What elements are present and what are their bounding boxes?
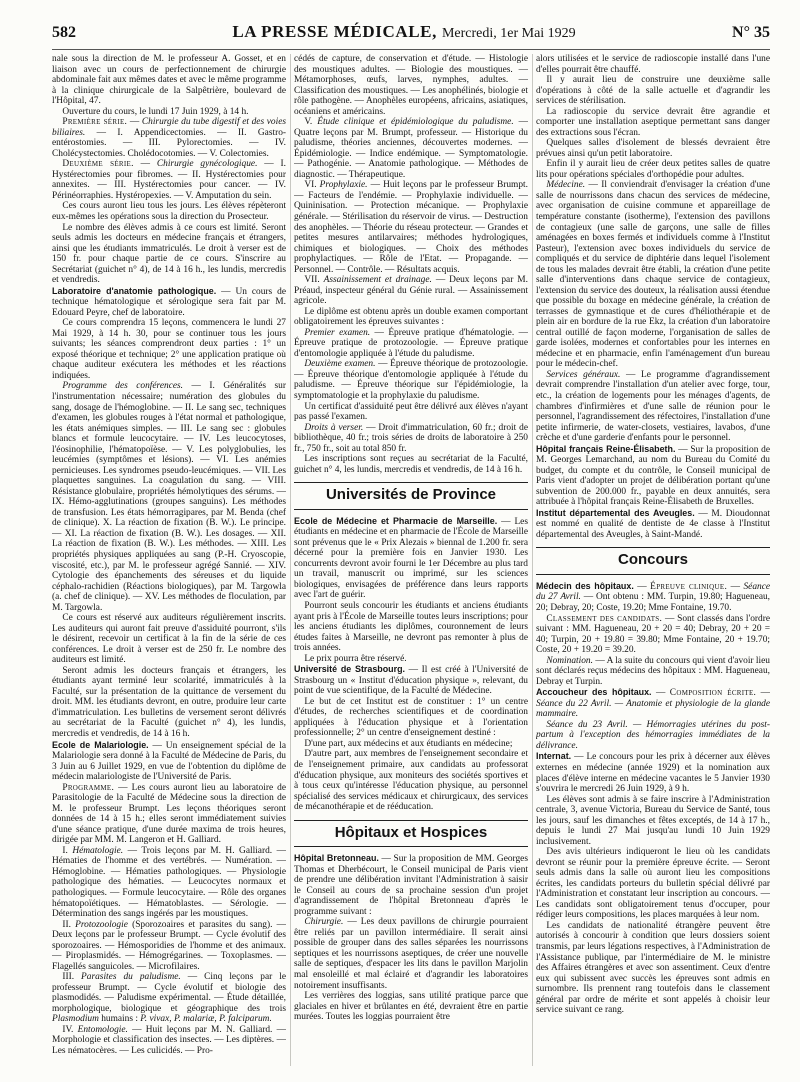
article-paragraph (52, 613, 286, 666)
article-heading: Accoucheur des hôpitaux. (536, 687, 652, 698)
article-text: Nomination. (546, 655, 593, 666)
article-text: Les verrières des loggias, sans utilité pratique parce que glaciales en hiver et brûlantes en été, devraient être en partie murées. Toutes les loggias pourraient être (294, 991, 528, 1023)
section-heading: Universités de Province (294, 482, 528, 510)
article-text: Classement des candidats. (546, 613, 663, 624)
article-text: — Il conviendrait d'envisager la création d'une salle de nourrissons dans chacun des services de médecine, avec organisation de cuisine commune et appareillage de température constante (isotherme), l'extension des pavillons de contagieux (une salle de garçons, une salle de filles aménagées en boxes fermés et individuels comme à l'Institut Pasteur), l'extension avec boxes individuels du service de compliqués et du service de diphtérie dans lequel l'isolement de tous les malades devrait être établi, la création d'une petite salle d'interventions dans chaque service de contagieux, l'extension du service des douteux, la réalisation aussi étendue que possible du boxage en médecine générale, la création de terrasses de gymnastique et de cures d'héliothérapie et de plein air en bordure de la rue Ekz, la création d'un laboratoire central outillé de façon moderne, l'organisation de salles de garde isolées, modernes et confortables pour les internes en médecine et en pharmacie, enfin l'aménagement d'un bureau pour le médecin-chef. (536, 180, 770, 370)
article-paragraph (536, 614, 770, 656)
article-text: Un certificat d'assiduité peut être délivré aux élèves n'ayant pas passé l'examen. (294, 401, 528, 423)
column-3 (536, 54, 770, 1066)
article-text: — Le programme d'agrandissement devrait comprendre l'installation d'un atelier avec forge, tour, etc., la création de logements pour les ménages d'agents, de chambres d'infirmières et d'une salle de réunion pour le personnel, l'agrandissement des réfectoires, l'installation d'une petite infirmerie, de water-closets, vestiaires, lavabos, d'une crèche et d'une garderie d'enfants pour le personnel. (536, 369, 770, 444)
article-text: D'autre part, aux membres de l'enseignement secondaire et de l'enseignement primaire, aux candidats au professorat d'éducation physique, aux moniteurs des sociétés sportives et à tous ceux qu'intéresse l'éducation physique, au personnel spécialisé des services médicaux et chirurgicaux, des services de mécanothérapie et de rééducation. (294, 749, 528, 813)
article-paragraph (294, 664, 528, 697)
article-paragraph (52, 846, 286, 920)
article-text: — Sur la proposition de M. Georges Lemarchand, au nom du Bureau du Comité du budget, du compte et du contrôle, le Conseil municipal de Paris vient d'adopter un projet de délibération portant qu'une subvention de 200.000 fr., payable en deux annuités, sera attribuée à l'hôpital français Reine-Élisabeth de Bruxelles. (536, 444, 770, 508)
article-paragraph (52, 117, 286, 159)
article-text: — Les cours auront lieu au laboratoire de Parasitologie de la Faculté de Médecine sous la direction de M. le professeur Brumpt. Les leçons théoriques seront données de 14 à 15 h.; elles seront immédiatement suivies d'une séance pratique, d'une durée maxima de trois heures, dirigée par MM. M. Langeron et H. Galliard. (52, 782, 286, 846)
article-paragraph (52, 286, 286, 319)
article-text: cédés de capture, de conservation et d'étude. — Histologie des moustiques adultes. — Biologie des moustiques. — Métamorphoses, œufs, larves, nymphes, adultes. — Classification des moustiques. — Les anophélinés, biologie et rôle pathogène. — Anophèles européens, africains, asiatiques, océaniens et américains. (294, 54, 528, 117)
article-heading: Ecole de Médecine et Pharmacie de Marseille. (294, 515, 498, 526)
article-paragraph (52, 920, 286, 973)
article-text: humains : (98, 1014, 141, 1025)
article-text: Épreuve clinique. (650, 581, 728, 592)
article-text: — Huit leçons par le professeur Brumpt. — Facteurs de l'endémie. — Prophylaxie individuelle. — Quininisation. — Protection mécanique. — Prophylaxie générale. — Stérilisation du réservoir de virus. — Destruction des anophèles. — Théorie du réseau protecteur. — Grandes et petites mesures antilarvaires; méthodes hydrologiques, chimiques et biologiques. — Choix des méthodes prophylactiques. — Rôle de l'Etat. — Propagande. — Personnel. — Contrôle. — Résultats acquis. (294, 180, 528, 275)
article-text: — Un enseignement spécial de la Malariologie sera donné à la Faculté de Médecine de Paris, du 3 Juin au 6 Juillet 1929, en vue de l'obtention du diplôme de médecin malariologiste de l'Université de Paris. (52, 740, 286, 783)
article-text: Deuxième série. (62, 159, 134, 170)
article-text: nale sous la direction de M. le professeur A. Gosset, et en liaison avec un cours de perfectionnement de chirurgie abdominale fait aux mêmes dates et avec le même programme à la clinique chirurgicale de la Salpêtrière, boulevard de l'Hôpital, 47. (52, 54, 286, 107)
article-text: Protozoologie (75, 919, 128, 930)
article-text: Des avis ultérieurs indiqueront le lieu où les candidats devront se réunir pour la première épreuve écrite. — Seront seuls admis dans la salle où auront lieu les compositions écrites, les candidats porteurs du bulletin spécial délivré par l'Administration et constatant leur inscription au concours. — Les candidats sont obligatoirement tenus d'occuper, pour rédiger leurs compositions, les places marquées à leur nom. (536, 847, 770, 921)
article-paragraph (536, 444, 770, 508)
issue-number: N° 35 (732, 24, 770, 41)
article-text: — I. Hystérectomies pour fibromes. — II. Hystérectomies pour annexites. — III. Hystérectomies pour cancer. — IV. Périnéorraphies. Hystéropexies. — V. Amputation du sein. (52, 159, 286, 201)
article-paragraph (536, 795, 770, 848)
article-text: Parasites du paludisme. (81, 972, 181, 983)
article-text: — Épreuve théorique de protozoologie. — Épreuve théorique d'entomologie appliquée à l'étude du paludisme. — Épreuve théorique sur l'épidémiologie, la symptomatologie et la prophylaxie du paludisme. (294, 359, 528, 401)
article-paragraph (294, 275, 528, 307)
page-header (52, 22, 770, 50)
article-paragraph (536, 720, 770, 752)
article-heading: Université de Strasbourg. (294, 664, 405, 675)
article-text: La radioscopie du service devrait être agrandie et comporter une installation aseptique permettant sans danger des extractions sous l'écran. (536, 106, 770, 138)
article-text: — Le concours pour les prix à décerner aux élèves externes en médecine (année 1929) et la nomination aux places d'élève interne en médecine vacantes le 5 Janvier 1930 s'ouvrira le mercredi 26 Juin 1929, à 9 h. (536, 752, 770, 795)
article-paragraph (294, 328, 528, 360)
journal-title: LA PRESSE MÉDICALE, (232, 22, 437, 41)
article-text: D'une part, aux médecins et aux étudiants en médecine; (304, 738, 513, 749)
article-text: VI. (304, 180, 320, 191)
article-paragraph (294, 423, 528, 455)
article-paragraph (294, 180, 528, 275)
article-paragraph (294, 739, 528, 750)
article-text: Le nombre des élèves admis à ce cours est limité. Seront seuls admis les docteurs en médecine français et étrangers, ainsi que les étudiants immatriculés. Le droit à verser est de 150 fr. pour chaque partie de ce cours. S'inscrire au Secrétariat (guichet n° 4), de 14 à 16 h., les lundis, mercredis et vendredis. (52, 222, 286, 286)
article-heading: Ecole de Malariologie. (52, 739, 149, 750)
article-text: III. (62, 972, 82, 983)
article-text: Étude clinique et épidémiologique du paludisme. (317, 117, 514, 128)
article-paragraph (52, 54, 286, 107)
article-paragraph (536, 107, 770, 139)
article-heading: Institut départemental des Aveugles. (536, 507, 695, 518)
article-paragraph (52, 201, 286, 222)
article-heading: Internat. (536, 751, 572, 762)
article-text: Les inscriptions sont reçues au secrétariat de la Faculté, guichet n° 4, les lundis, mercredis et vendredis, de 14 à 16 h. (294, 454, 528, 475)
article-text: Première série. (62, 117, 128, 128)
article-paragraph (52, 381, 286, 613)
article-text: — Deux leçons par M. Préaud, inspecteur général du Génie rural. — Assainissement agricole. (294, 275, 528, 307)
article-paragraph (294, 917, 528, 991)
article-text: — (756, 688, 770, 699)
article-text: Plasmodium (52, 1014, 99, 1025)
article-paragraph (294, 54, 528, 117)
article-text: VII. (304, 275, 324, 286)
article-paragraph (52, 318, 286, 381)
article-text: Séance du 22 Avril. — Anatomie et physiologie de la glande mammaire. (536, 698, 770, 720)
article-paragraph (294, 402, 528, 423)
article-paragraph (52, 666, 286, 740)
article-paragraph (52, 783, 286, 846)
article-paragraph (536, 751, 770, 794)
article-paragraph (294, 697, 528, 739)
article-text: Médecine. (546, 180, 586, 191)
article-text: Ces cours auront lieu tous les jours. Les élèves répèteront eux-mêmes les opérations sous la direction du Prosecteur. (52, 201, 286, 222)
article-text: — Trois leçons par M. H. Galliard. — Hématies de l'homme et des vertébrés. — Numération. — Hémoglobine. — Hématies pathologiques. — Physiologie pathologique des hématies. — Leucocytes normaux et pathologiques. — Formule leucocytaire. — Rôle des organes hématopoïétiques. — Hématoblastes. — Sérologie. — Détermination des sangs ingérés par les moustiques. (52, 845, 286, 920)
article-paragraph (536, 581, 770, 614)
article-paragraph (536, 159, 770, 180)
article-text: — Sont classés dans l'ordre suivant : MM. Hagueneau, 20 + 20 = 40; Debray, 20 + 20 = 40; Turpin, 20 + 19.80 = 39.80; Mme Fontaine, 20 + 19.70; Coste, 20 + 19.20 = 39.20. (536, 613, 770, 656)
article-paragraph (536, 370, 770, 444)
article-text: Services généraux. (546, 369, 621, 380)
article-text: Programme. (62, 782, 115, 793)
article-paragraph (294, 654, 528, 665)
article-text: Droits à verser. (304, 422, 364, 433)
article-text: — Les deux pavillons de chirurgie pourraient être reliés par un pavillon intermédiaire. Il serait ainsi possible de grouper dans des salles séparées les nourrissons septiques et les nourrissons aseptiques, de créer une nouvelle salle de septiques, d'espacer les lits dans le pavillon Marjolin mal ensoleillé et mal éclairé et d'agrandir les laboratoires notoirement insuffisants. (294, 917, 528, 991)
article-text: Seront admis les docteurs français et étrangers, les étudiants ayant terminé leur scolarité, immatriculés à la Faculté, sur la présentation de la quittance de versement du droit. MM. les étudiants devront, en outre, produire leur carte d'immatriculation. Les bulletins de versement seront délivrés au secrétariat de la Faculté (guichet n° 4), les lundis, mercredis et vendredis, de 14 à 16 h. (52, 665, 286, 739)
article-paragraph (294, 749, 528, 812)
article-text: — Il est créé à l'Université de Strasbourg un « Institut d'éducation physique », relevant, du point de vue scientifique, de la Faculté de Médecine. (294, 665, 528, 697)
article-text: — Sur la proposition de MM. Georges Thomas et Dherbécourt, le Conseil municipal de Paris vient de prendre une délibération invitant l'Administration à saisir le Conseil au cours de sa prochaine session d'un projet d'agrandissement de l'hôpital Bretonneau d'après le programme suivant : (294, 854, 528, 917)
article-text: Hématologie. (72, 845, 124, 856)
article-text: Chirurgie gynécologique. (156, 159, 258, 170)
article-paragraph (294, 601, 528, 654)
article-text: Séance du 27 Avril. (536, 581, 770, 603)
article-paragraph (294, 307, 528, 328)
article-text: P. vivax, P. malariæ, P. falciparum. (140, 1014, 272, 1025)
article-text: Ce cours est réservé aux auditeurs régulièrement inscrits. Les auditeurs qui auront fait preuve d'assiduité pourront, s'ils le désirent, recevoir un certificat à la fin de la série de ces conférences. Le droit à verser est de 250 fr. Le nombre des auditeurs est limité. (52, 613, 286, 666)
article-text: — Huit leçons par M. N. Galliard. — Morphologie et classification des insectes. — Les diptères. — Les nématocères. — Les culicidés. — Pro- (52, 1024, 286, 1056)
article-text: — (727, 581, 744, 592)
article-text: Assainissement et drainage. (323, 275, 432, 286)
article-text: — Quatre leçons par M. Brumpt, professeur. — Historique du paludisme, théories anciennes, découvertes modernes. — Épidémiologie. — Indice endémique. — Symptomatologie. — Pathogénie. — Anatomie pathologique. — Méthodes de diagnostic. — Thérapeutique. (294, 117, 528, 180)
article-text: alors utilisées et le service de radioscopie installé dans l'une d'elles pourrait être chauffé. (536, 54, 770, 75)
article-paragraph (52, 740, 286, 783)
article-paragraph (52, 1025, 286, 1057)
article-paragraph (294, 359, 528, 401)
article-text: I. (62, 845, 73, 856)
article-paragraph (294, 991, 528, 1023)
column-2 (294, 54, 528, 1066)
article-paragraph (294, 117, 528, 180)
section-heading: Concours (536, 547, 770, 575)
article-text: Programme des conférences. (62, 381, 184, 392)
column-divider (532, 54, 533, 1066)
article-text: — Cinq leçons par le professeur Brumpt. — Cycle évolutif et biologie des plasmodidés. — Paludisme expérimental. — Étude détaillée, morphologique, biologique et géographique des trois (52, 972, 286, 1014)
article-paragraph (52, 107, 286, 118)
article-paragraph (52, 159, 286, 201)
section-heading: Hôpitaux et Hospices (294, 820, 528, 848)
article-paragraph (536, 54, 770, 75)
article-text: — Un cours de technique hématologique et sérologique sera fait par M. Edouard Peyre, chef de laboratoire. (52, 286, 286, 318)
article-text: — Droit d'immatriculation, 60 fr.; droit de bibliothèque, 40 fr.; trois séries de droits de laboratoire à 250 fr., 750 fr., soit au total 850 fr. (294, 422, 528, 454)
article-text: Chirurgie. (304, 917, 344, 928)
article-heading: Hôpital français Reine-Élisabeth. (536, 443, 676, 454)
article-text: Ce cours comprendra 15 leçons, commencera le lundi 27 Mai 1929, à 14 h. 30, pour se continuer tous les jours suivants; les séances comprendront deux parties : 1° un exposé théorique et technique; 2° une application pratique où chaque auditeur exécutera les méthodes et les réactions indiquées. (52, 318, 286, 381)
page-number: 582 (52, 24, 76, 41)
article-text: Premier examen. (304, 327, 371, 338)
article-paragraph (536, 847, 770, 921)
article-text: Le diplôme est obtenu après un double examen comportant obligatoirement les épreuves suivantes : (294, 306, 528, 328)
column-1 (52, 54, 286, 1066)
article-text: — (633, 581, 651, 592)
column-divider (290, 54, 291, 1066)
article-text: Chirurgie du tube digestif et des voies biliaires. (52, 117, 286, 138)
article-text: — A la suite du concours qui vient d'avoir lieu sont déclarés reçus médecins des hôpitaux : MM. Hagueneau, Debray et Turpin. (536, 655, 770, 687)
article-paragraph (294, 853, 528, 917)
article-text: — (133, 159, 157, 170)
article-paragraph (294, 516, 528, 601)
article-text: Il y aurait lieu de construire une deuxième salle d'opérations à côté de la salle actuelle et d'agrandir les services de stérilisation. (536, 75, 770, 107)
article-paragraph (294, 454, 528, 475)
article-paragraph (536, 75, 770, 107)
article-text: (Sporozoaires et parasites du sang). — Deux leçons par le professeur Brumpt. — Cycle évolutif des sporozoaires. — Hémosporidies de l'homme et des animaux. — Piroplasmidés. — Hémogrégarines. — Toxoplasmes. — Flagellés sanguicoles. — Microfilaires. (52, 919, 286, 972)
article-paragraph (52, 223, 286, 286)
article-text: Séance du 23 Avril. — Hémorragies utérines du post-partum à l'exception des hémorragies immédiates de la délivrance. (536, 719, 770, 751)
article-text: Prophylaxie. (319, 180, 368, 191)
article-paragraph (536, 138, 770, 159)
article-paragraph (536, 687, 770, 720)
article-heading: Hôpital Bretonneau. (294, 853, 379, 864)
article-text: V. (304, 117, 318, 128)
article-paragraph (52, 972, 286, 1025)
article-text: — (651, 688, 670, 699)
article-paragraph (536, 656, 770, 688)
article-text: Enfin il y aurait lieu de créer deux petites salles de quatre lits pour opérations spéciales d'orthopédie pour adultes. (536, 159, 770, 180)
article-text: Ouverture du cours, le lundi 17 Juin 1929, à 14 h. (62, 106, 249, 117)
article-heading: Laboratoire d'anatomie pathologique. (52, 285, 217, 296)
article-text: Le but de cet Institut est de constituer : 1° un centre d'études, de recherches scientifiques et de coordination appliquées à l'éducation physique et à l'orientation professionnelle; 2° un centre d'enseignement destiné : (294, 696, 528, 739)
article-text: — M. Dioudonnat est nommé en qualité de dentiste de 4e classe à l'Institut départemental des Aveugles, à Saint-Mandé. (536, 508, 770, 540)
article-text: Pourront seuls concourir les étudiants et anciens étudiants ayant pris à l'École de Marseille toutes leurs inscriptions; pour les anciens étudiants les diplômes, couronnement de leurs études faites à Marseille, ne devront pas remonter à plus de trois années. (294, 601, 528, 654)
article-text: II. (62, 919, 76, 930)
article-columns (52, 54, 770, 1066)
article-heading: Médecin des hôpitaux. (536, 580, 634, 591)
article-text: IV. (62, 1024, 78, 1035)
issue-date: Mercredi, 1er Mai 1929 (441, 26, 576, 41)
article-text: — I. Appendicectomies. — II. Gastro-entérostomies. — III. Pylorectomies. — IV. Cholécystectomies. Cholédocotomies. — V. Colectomies. (52, 127, 286, 159)
article-text: Entomologie. (77, 1024, 128, 1035)
article-text: — Ont obtenu : MM. Turpin, 19.80; Hagueneau, 20; Debray, 20; Coste, 19.20; Mme Fontaine, 19.70. (536, 592, 770, 613)
article-text: — Les étudiants en médecine et en pharmacie de l'École de Marseille sont prévenus que le « Prix Alezais » biennal de 1.200 fr. sera décerné pour la première fois en Janvier 1930. Les concurrents devront avoir fourni le 1er Décembre au plus tard un travail, manuscrit ou imprimé, sur les sciences biologiques, envisagées de préférence dans leurs rapports avec l'art de guérir. (294, 516, 528, 601)
masthead (232, 22, 575, 42)
article-paragraph (536, 180, 770, 370)
article-text: Composition écrite. (669, 688, 757, 699)
article-text: — Épreuve pratique d'hématologie. — Épreuve pratique de protozoologie. — Épreuve pratique d'entomologie appliquée à l'étude du paludisme. (294, 327, 528, 359)
article-text: Le prix pourra être réservé. (304, 653, 407, 664)
article-paragraph (536, 921, 770, 1016)
article-paragraph (536, 508, 770, 541)
article-text: — (127, 117, 142, 128)
article-text: Quelques salles d'isolement de blessés devraient être prévues ainsi qu'un petit laboratoire. (536, 138, 770, 159)
article-text: Deuxième examen. (304, 359, 376, 370)
article-text: Les élèves sont admis à se faire inscrire à l'Administration centrale, 3, avenue Victoria, Bureau du Service de Santé, tous les jours, sauf les dimanches et fêtes exceptés, de 14 à 17 h., depuis le lundi 27 Mai jusqu'au lundi 10 Juin 1929 inclusivement. (536, 794, 770, 847)
article-text: — I. Généralités sur l'instrumentation nécessaire; numération des globules du sang, dosage de l'hémoglobine. — II. Le sang sec, techniques d'examen, les globules rouges à l'état normal et pathologique, les états anémiques simples. — III. Le sang sec : globules blancs et formule leucocytaire. — IV. Les leucocytoses, l'éosinophilie, l'hématopoïèse. — V. Les polyglobulies, les leucémies (symptômes et lésions). — VI. Les anémies pernicieuses. Les syndromes pseudo-leucémiques. — VII. Les plaquettes sanguines. La coagulation du sang. — VIII. Résistance globulaire, propriétés hémolytiques des sérums. — IX. Hémo-agglutinations (groupes sanguins). Les méthodes de transfusion. Les états hémorragipares, par M. Benda (chef de clinique). X. La réaction de fixation (B. W.). Le principe. — XI. La réaction de fixation (B. W.). Les dosages. — XII. La réaction de fixation (B. W.). Les méthodes. — XIII. Les propriétés physiques appliquées au sang (P.-H. Cryoscopie, viscosité, etc.), par M. le professeur agrégé Sannié. — XIV. Cytologie des épanchements des séreuses et du liquide céphalo-rachidien (Réactions biologiques), par M. Targowla (a. chef de clinique). — XV. Les méthodes de floculation, par M. Targowla. (52, 381, 286, 613)
article-text: Les candidats de nationalité étrangère peuvent être autorisés à concourir à condition que leurs dossiers soient transmis, par leurs légations respectives, à l'Administration de l'Assistance publique, par l'intermédiaire de M. le ministre des Affaires étrangères et avec son assentiment. Ceux d'entre eux qui subissent avec succès les épreuves sont admis en surnombre. Ils prennent rang toutefois dans le classement général par ordre de mérite et sont appelés à choisir leur service suivant ce rang. (536, 920, 770, 1016)
